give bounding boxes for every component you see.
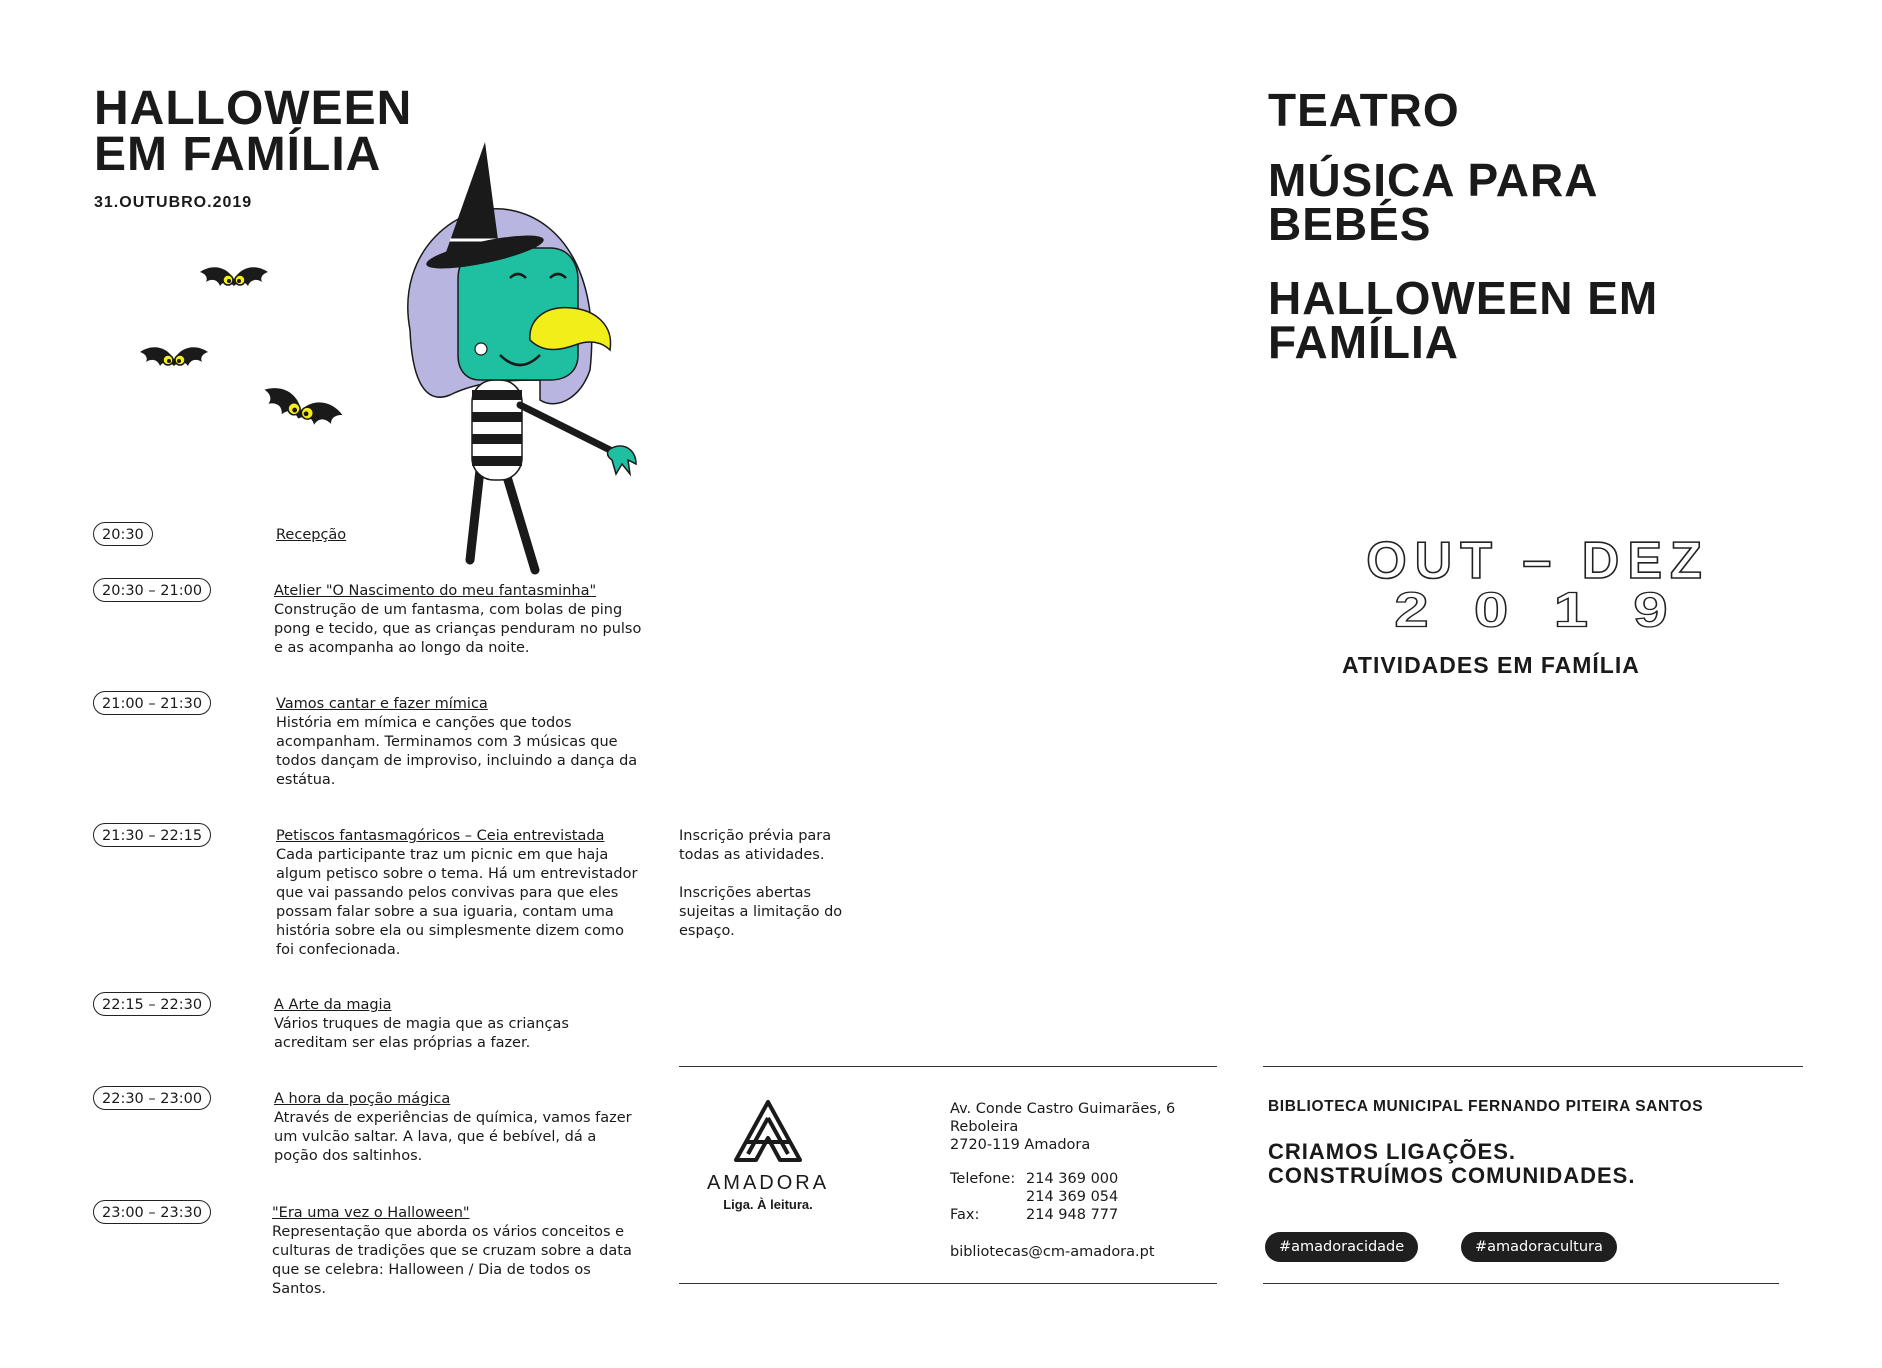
schedule-item-title: Atelier "O Nascimento do meu fantasminha" <box>274 583 597 599</box>
time-pill: 22:15 – 22:30 <box>93 992 211 1016</box>
address-line: 2720-119 Amadora <box>950 1137 1091 1153</box>
motto-line: CRIAMOS LIGAÇÕES. <box>1268 1139 1517 1164</box>
phone-row <box>950 1188 1118 1206</box>
divider <box>679 1283 1217 1284</box>
schedule-item <box>276 827 646 960</box>
program-title-teatro <box>1268 84 1460 136</box>
schedule-item <box>274 582 644 658</box>
hashtag-amadoracultura[interactable]: #amadoracultura <box>1461 1232 1617 1262</box>
fax-row <box>950 1206 1118 1224</box>
schedule-item <box>272 1204 642 1299</box>
address <box>950 1100 1175 1154</box>
library-name: BIBLIOTECA MUNICIPAL FERNANDO PITEIRA SANTOS <box>1268 1098 1704 1115</box>
library-motto <box>1268 1140 1635 1188</box>
schedule-item-description: Através de experiências de química, vamos fazer um vulcão saltar. A lava, que é bebível, dá a poção dos saltinhos. <box>274 1110 632 1164</box>
fax-label: Fax: <box>950 1207 980 1223</box>
schedule-item <box>274 1090 644 1166</box>
phone-label: Telefone: <box>950 1171 1016 1187</box>
bat-icon <box>256 384 346 436</box>
schedule-item <box>276 695 646 790</box>
program-title-line: FAMÍLIA <box>1268 316 1459 368</box>
phone-number: 214 369 000 <box>1026 1171 1119 1187</box>
time-pill: 22:30 – 23:00 <box>93 1086 211 1110</box>
phone-row <box>950 1170 1118 1188</box>
season-subtitle: ATIVIDADES EM FAMÍLIA <box>1342 652 1640 678</box>
event-title-line2: EM FAMÍLIA <box>94 128 382 181</box>
program-title-line: HALLOWEEN EM <box>1268 272 1659 324</box>
schedule-item-description: Cada participante traz um picnic em que haja algum petisco sobre o tema. Há um entrevistador que vai passando pelos convivas para que eles possam falar sobre a sua iguaria, contam uma história sobre ela ou simplesmente dizem como foi confecionada. <box>276 847 638 958</box>
registration-note: Inscrição prévia para todas as atividades. <box>679 828 832 863</box>
amadora-logo-icon <box>728 1098 808 1164</box>
divider <box>679 1066 1217 1067</box>
address-line: Av. Conde Castro Guimarães, 6 <box>950 1101 1176 1117</box>
season-months: OUT – DEZ <box>1366 532 1710 590</box>
schedule-item-title: Petiscos fantasmagóricos – Ceia entrevistada <box>276 828 605 844</box>
program-title-musica <box>1268 154 1599 250</box>
schedule-item-description: História em mímica e canções que todos acompanham. Terminamos com 3 músicas que todos dançam de improviso, incluindo a dança da estátua. <box>276 715 638 788</box>
season-year: 2 0 1 9 <box>1394 581 1682 638</box>
schedule-item-title: Vamos cantar e fazer mímica <box>276 696 488 712</box>
witch-illustration <box>340 130 640 580</box>
bat-icon <box>196 260 272 298</box>
divider <box>1263 1283 1779 1284</box>
time-pill: 20:30 <box>93 522 153 546</box>
time-pill: 21:30 – 22:15 <box>93 823 211 847</box>
program-title-line: BEBÉS <box>1268 198 1432 250</box>
program-title-halloween <box>1268 272 1659 368</box>
time-pill: 20:30 – 21:00 <box>93 578 211 602</box>
schedule-item-title: "Era uma vez o Halloween" <box>272 1205 470 1221</box>
amadora-logo <box>678 1098 858 1212</box>
time-pill: 21:00 – 21:30 <box>93 691 211 715</box>
event-date: 31.OUTUBRO.2019 <box>94 194 253 211</box>
address-line: Reboleira <box>950 1119 1019 1135</box>
email-link[interactable]: bibliotecas@cm-amadora.pt <box>950 1244 1155 1260</box>
program-title-line: TEATRO <box>1268 84 1460 136</box>
season-dates <box>1260 520 1820 640</box>
schedule-item <box>276 526 646 545</box>
bat-icon <box>136 340 212 378</box>
schedule-item-title: A hora da poção mágica <box>274 1091 451 1107</box>
event-title-line1: HALLOWEEN <box>94 82 413 135</box>
schedule-item-description: Vários truques de magia que as crianças acreditam ser elas próprias a fazer. <box>274 1016 569 1051</box>
phone-number: 214 369 054 <box>1026 1189 1119 1205</box>
logo-tagline: Liga. À leitura. <box>723 1197 813 1212</box>
program-title-line: MÚSICA PARA <box>1268 154 1599 206</box>
divider <box>1263 1066 1803 1067</box>
schedule-item-description: Representação que aborda os vários conceitos e culturas de tradições que se cruzam sobre a data que se celebra: Halloween / Dia de todos os Santos. <box>272 1224 632 1297</box>
schedule-item-description: Construção de um fantasma, com bolas de ping pong e tecido, que as crianças penduram no pulso e as acompanha ao longo da noite. <box>274 602 642 656</box>
registration-note: Inscrições abertas sujeitas a limitação do espaço. <box>679 885 843 939</box>
schedule-item-title: A Arte da magia <box>274 997 392 1013</box>
fax-number: 214 948 777 <box>1026 1207 1119 1223</box>
hashtag-amadoracidade[interactable]: #amadoracidade <box>1265 1232 1418 1262</box>
schedule-item-title: Recepção <box>276 527 347 543</box>
motto-line: CONSTRUÍMOS COMUNIDADES. <box>1268 1163 1636 1188</box>
schedule-item <box>274 996 644 1053</box>
time-pill: 23:00 – 23:30 <box>93 1200 211 1224</box>
logo-name: AMADORA <box>706 1172 830 1194</box>
